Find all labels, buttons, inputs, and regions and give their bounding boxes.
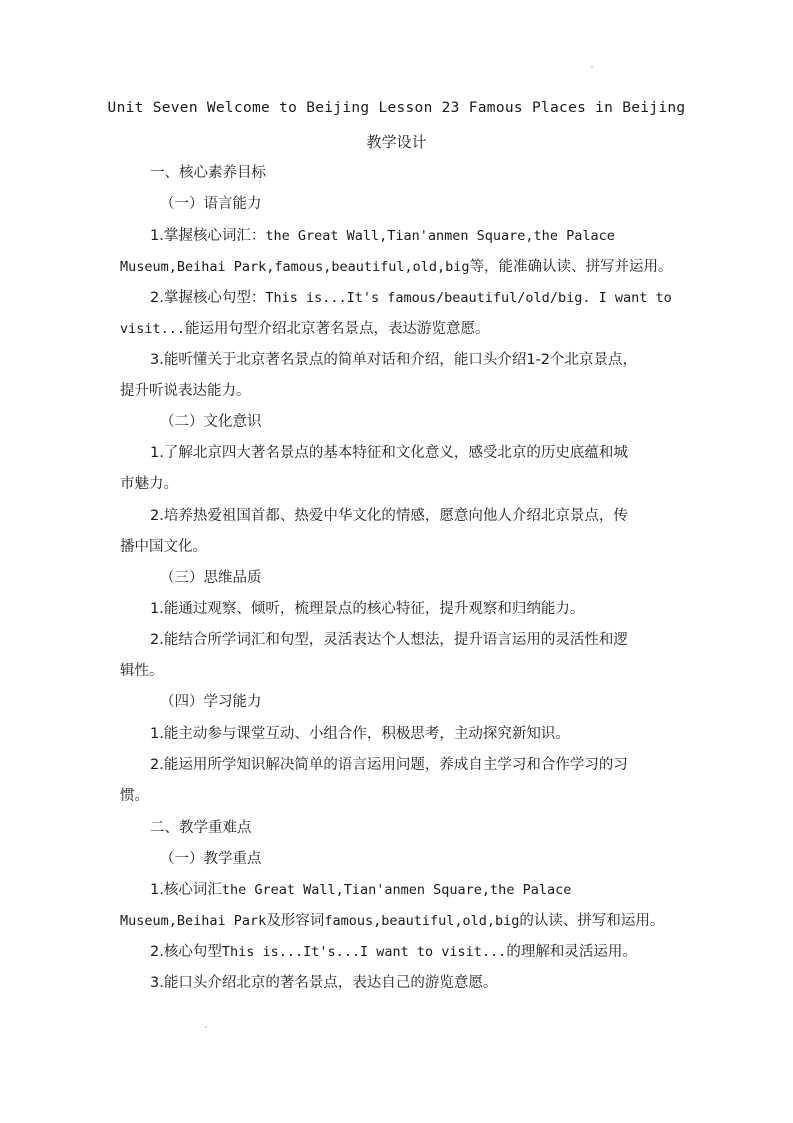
paragraph-language-2-line2: visit...能运用句型介绍北京著名景点，表达游览意愿。 [120,321,490,337]
subsection-heading-culture: （二）文化意识 [160,414,262,430]
paragraph-learning-2-line1: 2.能运用所学知识解决简单的语言运用问题，养成自主学习和合作学习的习 [150,757,628,773]
subsection-heading-learning: （四）学习能力 [160,694,262,710]
paragraph-culture-1-line2: 市魅力。 [120,476,178,492]
paragraph-thinking-1: 1.能通过观察、倾听，梳理景点的核心特征，提升观察和归纳能力。 [150,601,585,617]
document-subtitle: 教学设计 [366,133,427,151]
paragraph-learning-2-line2: 惯。 [120,788,149,804]
paragraph-key-1-line1: 1.核心词汇the Great Wall,Tian'anmen Square,the Palace [150,882,572,898]
page-speck [205,1026,207,1028]
paragraph-key-3: 3.能口头介绍北京的著名景点，表达自己的游览意愿。 [150,975,498,991]
paragraph-language-3-line1: 3.能听懂关于北京著名景点的简单对话和介绍，能口头介绍1-2个北京景点， [150,352,638,368]
subsection-heading-language: （一）语言能力 [160,196,262,212]
paragraph-learning-1: 1.能主动参与课堂互动、小组合作，积极思考，主动探究新知识。 [150,726,570,742]
paragraph-language-1-line1: 1.掌握核心词汇：the Great Wall,Tian'anmen Square,the Palace [150,228,615,244]
paragraph-thinking-2-line1: 2.能结合所学词汇和句型，灵活表达个人想法，提升语言运用的灵活性和逻 [150,632,628,648]
paragraph-culture-2-line2: 播中国文化。 [120,539,207,555]
paragraph-key-1-line2: Museum,Beihai Park及形容词famous,beautiful,old,big的认读、拼写和运用。 [120,913,665,929]
paragraph-language-2-line1: 2.掌握核心句型：This is...It's famous/beautiful/old/big. I want to [150,290,672,306]
paragraph-language-3-line2: 提升听说表达能力。 [120,383,251,399]
paragraph-thinking-2-line2: 辑性。 [120,663,164,679]
paragraph-language-1-line2: Museum,Beihai Park,famous,beautiful,old,big等，能准确认读、拼写并运用。 [120,259,673,275]
section-heading-focus: 二、教学重难点 [150,820,252,836]
paragraph-culture-1-line1: 1.了解北京四大著名景点的基本特征和文化意义，感受北京的历史底蕴和城 [150,445,628,461]
subsection-heading-thinking: （三）思维品质 [160,570,262,586]
paragraph-culture-2-line1: 2.培养热爱祖国首都、热爱中华文化的情感，愿意向他人介绍北京景点，传 [150,508,628,524]
paragraph-key-2: 2.核心句型This is...It's...I want to visit...的理解和灵活运用。 [150,944,637,960]
page-speck [591,66,593,68]
section-heading-goals: 一、核心素养目标 [150,165,266,181]
document-title: Unit Seven Welcome to Beijing Lesson 23 Famous Places in Beijing [107,100,686,116]
subsection-heading-key-points: （一）教学重点 [160,851,262,867]
